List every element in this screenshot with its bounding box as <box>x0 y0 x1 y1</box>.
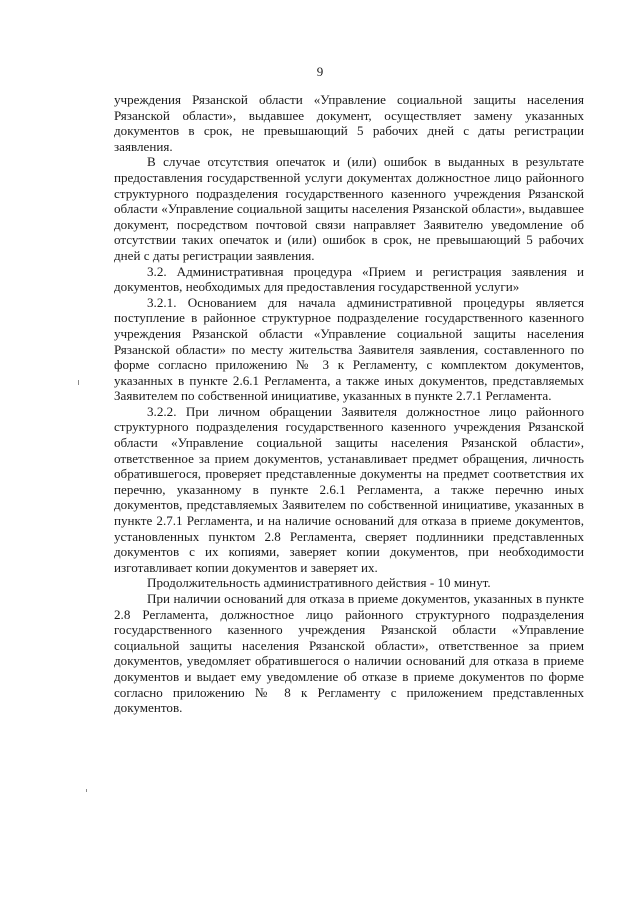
paragraph: учреждения Рязанской области «Управление социальной защиты населения Рязанской области», выдавшее документ, осуществляет замену указанных документов в срок, не превышающий 5 рабочих дней с даты регистрации заявления. <box>114 92 584 154</box>
paragraph: 3.2.2. При личном обращении Заявителя должностное лицо районного структурного подразделения государственного казенного учреждения Рязанской области «Управление социальной защиты населения Рязанской области», ответственное за прием документов, устанавливает предмет обращения, личность обратившегося, проверяет представленные документы на предмет соответствия их перечню, указанному в пункте 2.6.1 Регламента, а также перечню иных документов, представляемых Заявителем по собственной инициативе, указанных в пункте 2.7.1 Регламента, и на наличие оснований для отказа в приеме документов, установленных пунктом 2.8 Регламента, сверяет подлинники представленных документов с их копиями, заверяет копии документов, при необходимости изготавливает копии документов и заверяет их. <box>114 403 584 575</box>
paragraph: 3.2.1. Основанием для начала административной процедуры является поступление в районное структурное подразделение государственного казенного учреждения Рязанской области «Управление социальной защиты населения Рязанской области» по месту жительства Заявителя заявления, составленного по форме согласно приложению № 3 к Регламенту, с комплектом документов, указанных в пункте 2.6.1 Регламента, а также иных документов, представляемых Заявителем по собственной инициативе, указанных в пункте 2.7.1 Регламента. <box>114 294 584 404</box>
page-number: 9 <box>316 64 324 79</box>
scan-mark <box>78 380 79 385</box>
paragraph: При наличии оснований для отказа в приеме документов, указанных в пункте 2.8 Регламента, должностное лицо районного структурного подразделения государственного казенного учреждения Рязанской области «Управление социальной защиты населения Рязанской области», ответственное за прием документов, уведомляет обратившегося о наличии оснований для отказа в приеме документов и выдает ему уведомление об отказе в приеме документов по форме согласно приложению № 8 к Регламенту с приложением представленных документов. <box>114 591 584 716</box>
section-heading: 3.2. Административная процедура «Прием и регистрация заявления и документов, необходимых для предоставления государственной услуги» <box>114 263 584 295</box>
paragraph: В случае отсутствия опечаток и (или) ошибок в выданных в результате предоставления государственной услуги документах должностное лицо районного структурного подразделения государственного казенного учреждения Рязанской области «Управление социальной защиты населения Рязанской области», выдавшее документ, посредством почтовой связи направляет Заявителю уведомление об отсутствии таких опечаток и (или) ошибок в срок, не превышающий 5 рабочих дней с даты регистрации заявления. <box>114 154 584 263</box>
scan-mark <box>86 789 87 792</box>
paragraph: Продолжительность административного действия - 10 минут. <box>147 575 491 591</box>
document-body <box>114 92 584 716</box>
